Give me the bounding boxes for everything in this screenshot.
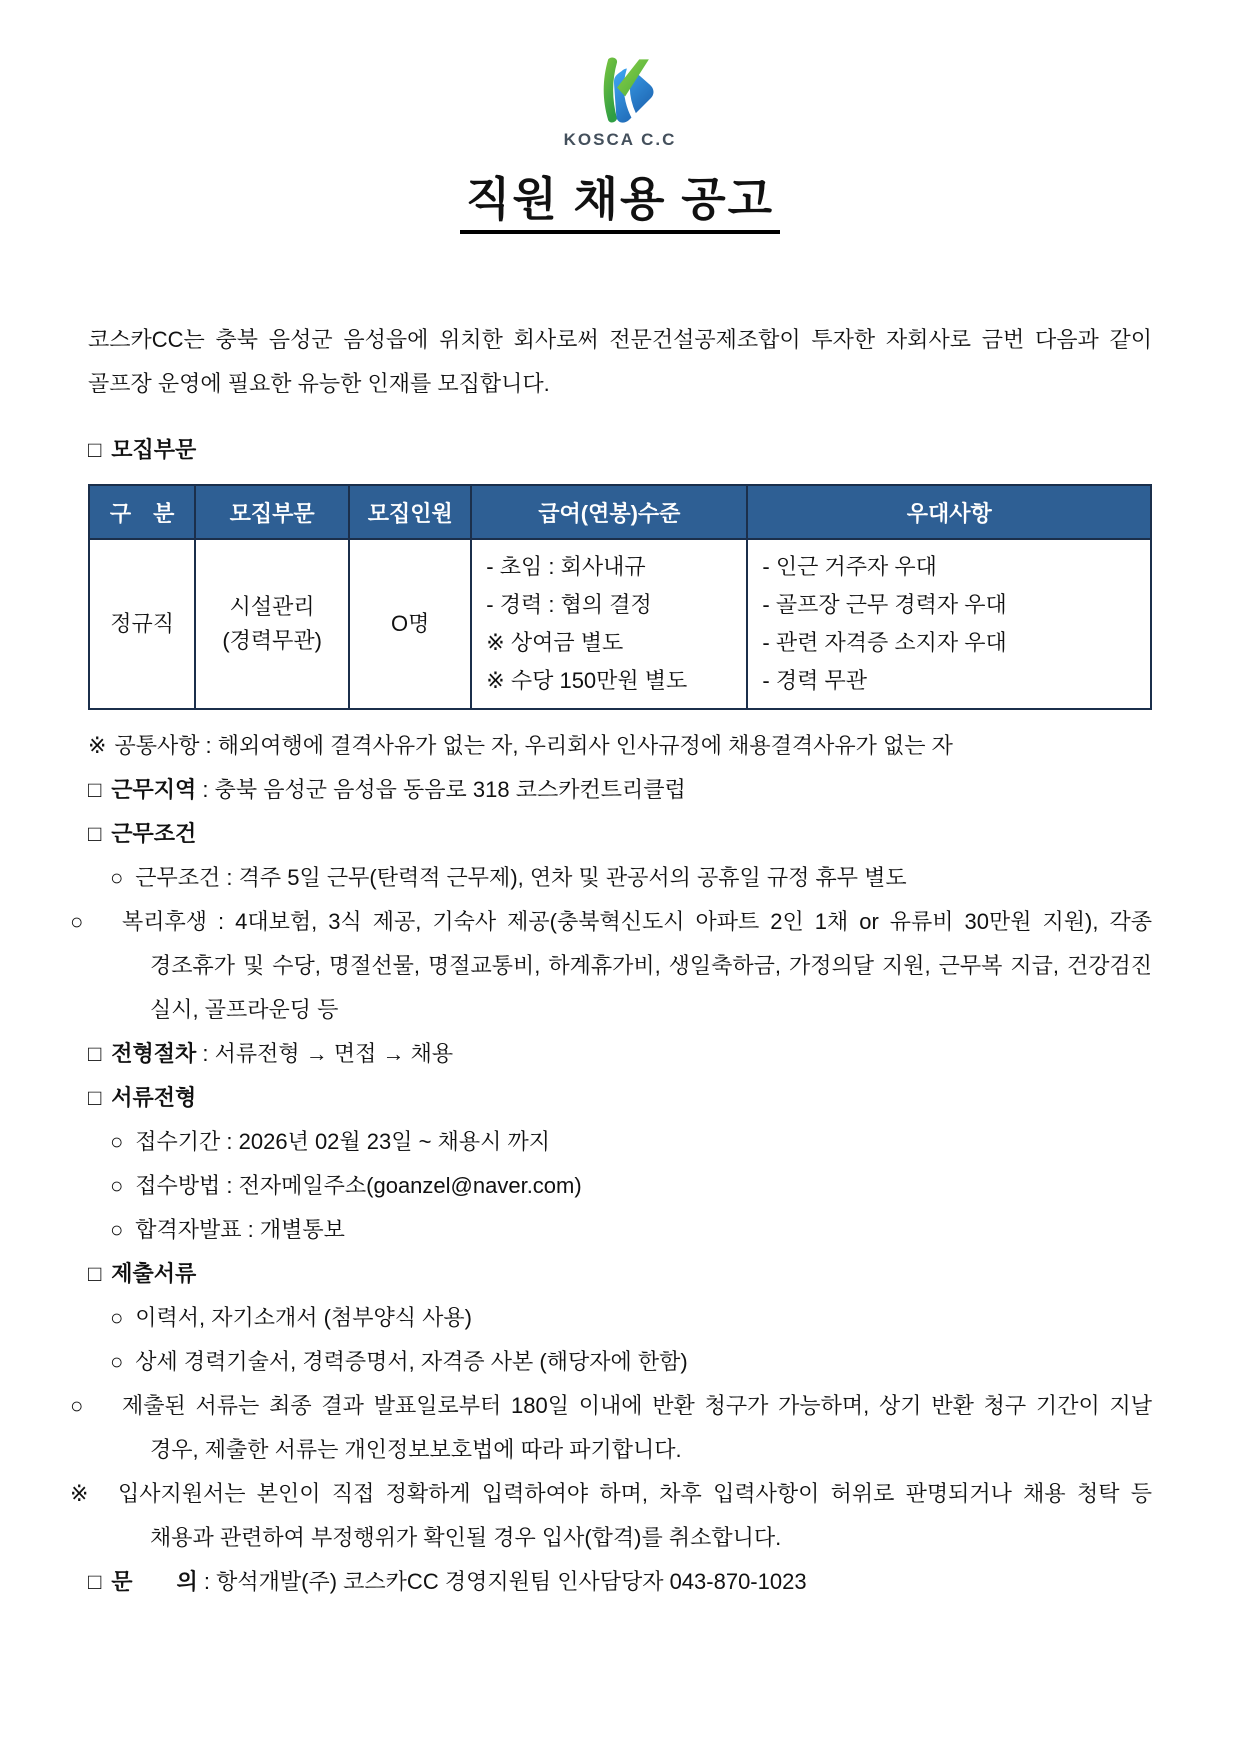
common-requirements-note: ※ 공통사항 : 해외여행에 결격사유가 없는 자, 우리회사 인사규정에 채용결격사유가 없는 자 [88,724,1152,768]
brand-name: KOSCA C.C [563,130,677,149]
section-heading-documents: □ 제출서류 [88,1252,1152,1296]
documents-bullet-return: ○ 제출된 서류는 최종 결과 발표일로부터 180일 이내에 반환 청구가 가능하며, 상기 반환 청구 기간이 지날 경우, 제출한 서류는 개인정보보호법에 따라 파기합니다. [70,1393,1152,1462]
documents-bullet-resume: ○ 이력서, 자기소개서 (첨부양식 사용) [88,1296,1152,1340]
documents-note-fraud: ※ 입사지원서는 본인이 직접 정확하게 입력하여야 하며, 차후 입력사항이 허위로 판명되거나 채용 청탁 등 채용과 관련하여 부정행위가 확인될 경우 입사(합격)를 취소합니다. [70,1481,1152,1550]
documents-bullet-career: ○ 상세 경력기술서, 경력증명서, 자격증 사본 (해당자에 한함) [88,1340,1152,1384]
recruit-table [88,484,1152,710]
cell-count: O명 [349,539,471,709]
company-logo [88,52,1152,152]
circle-bullet-icon: ○ [110,1217,124,1242]
section-contact: □ 문 의 : 항석개발(주) 코스카CC 경영지원팀 인사담당자 043-870-1023 [88,1560,1152,1604]
table-row [89,539,1151,709]
reference-marker-icon: ※ [88,733,107,758]
circle-bullet-icon: ○ [110,865,124,890]
section-heading-conditions: □ 근무조건 [88,812,1152,856]
square-marker-icon: □ [88,777,102,802]
screening-bullet-period: ○ 접수기간 : 2026년 02월 23일 ~ 채용시 까지 [88,1120,1152,1164]
section-heading-recruit: □ 모집부문 [88,428,1152,472]
screening-bullet-announcement: ○ 합격자발표 : 개별통보 [88,1208,1152,1252]
section-hiring-process: □ 전형절차 : 서류전형 → 면접 → 채용 [88,1032,1152,1076]
cell-preference: - 인근 거주자 우대 - 골프장 근무 경력자 우대 - 관련 자격증 소지자 우대 - 경력 무관 [747,539,1151,709]
col-header-position: 모집부문 [195,485,349,539]
square-marker-icon: □ [88,1041,102,1066]
circle-bullet-icon: ○ [110,1129,124,1154]
col-header-salary: 급여(연봉)수준 [471,485,747,539]
kosca-logo-icon [583,52,657,126]
conditions-bullet-welfare: ○ 복리후생 : 4대보험, 3식 제공, 기숙사 제공(충북혁신도시 아파트 2인 1채 or 유류비 30만원 지원), 각종 경조휴가 및 수당, 명절선물, 명절교통비, 하계휴가비, 생일축하금, 가정의달 지원, 근무복 지급, 건강검진 실시, 골프라운딩 등 [70,909,1152,1022]
col-header-preference: 우대사항 [747,485,1151,539]
page-title: 직원 채용 공고 [460,172,780,234]
cell-position: 시설관리 (경력무관) [195,539,349,709]
col-header-type: 구 분 [89,485,195,539]
square-marker-icon: □ [88,1261,102,1286]
square-marker-icon: □ [88,1569,102,1594]
square-marker-icon: □ [88,821,102,846]
conditions-bullet-schedule: ○ 근무조건 : 격주 5일 근무(탄력적 근무제), 연차 및 관공서의 공휴일 규정 휴무 별도 [88,856,1152,900]
cell-type: 정규직 [89,539,195,709]
section-heading-screening: □ 서류전형 [88,1076,1152,1120]
circle-bullet-icon: ○ [110,1349,124,1374]
table-header-row [89,485,1151,539]
intro-paragraph: 코스카CC는 충북 음성군 음성읍에 위치한 회사로써 전문건설공제조합이 투자한 자회사로 금번 다음과 같이 골프장 운영에 필요한 유능한 인재를 모집합니다. [88,327,1152,396]
section-work-location: □ 근무지역 : 충북 음성군 음성읍 동음로 318 코스카컨트리클럽 [88,768,1152,812]
square-marker-icon: □ [88,1085,102,1110]
screening-bullet-method: ○ 접수방법 : 전자메일주소(goanzel@naver.com) [88,1164,1152,1208]
col-header-count: 모집인원 [349,485,471,539]
circle-bullet-icon: ○ [110,1173,124,1198]
square-marker-icon: □ [88,437,102,462]
circle-bullet-icon: ○ [110,1305,124,1330]
cell-salary: - 초임 : 회사내규 - 경력 : 협의 결정 ※ 상여금 별도 ※ 수당 150만원 별도 [471,539,747,709]
